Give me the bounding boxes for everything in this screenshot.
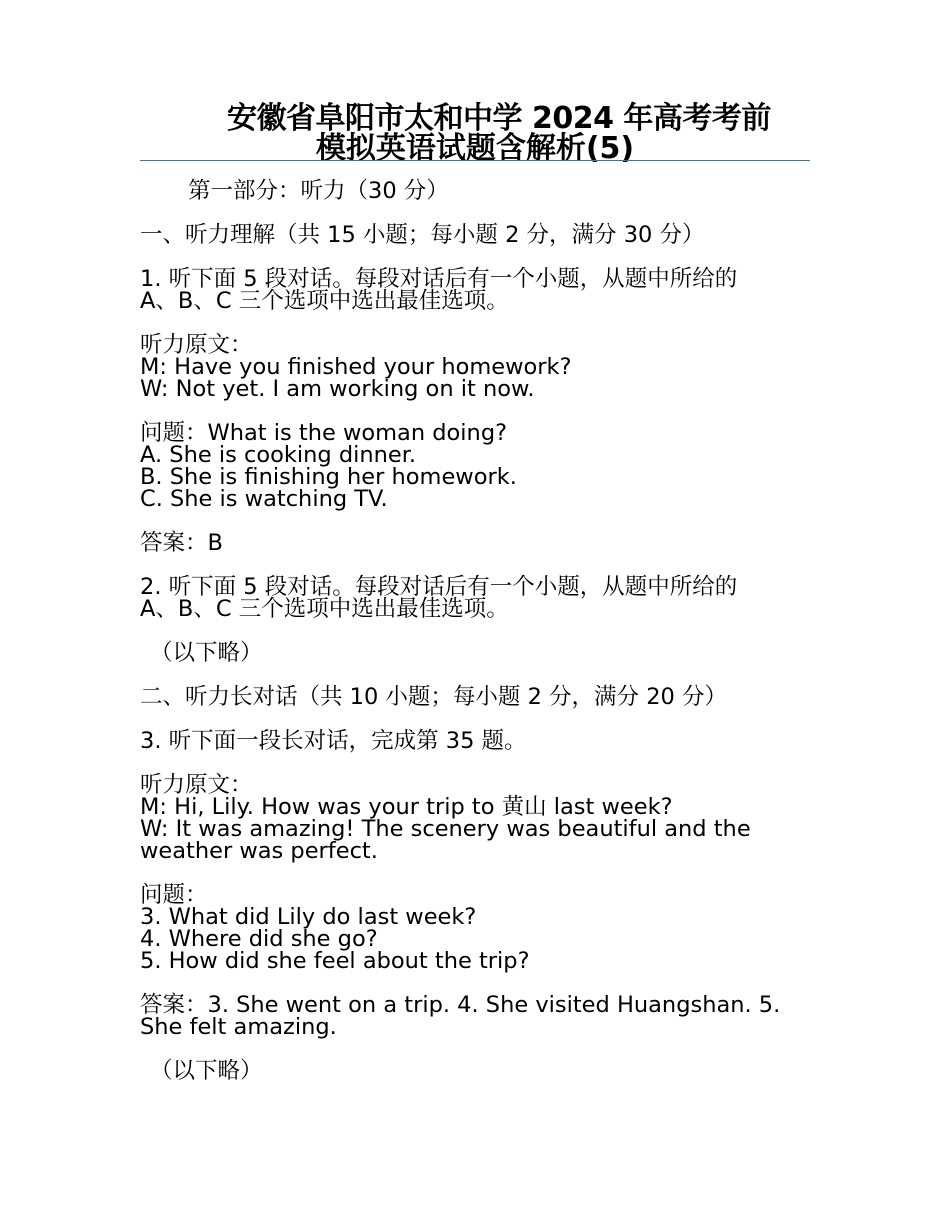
question-2-instructions: 2. 听下面 5 段对话。每段对话后有一个小题，从题中所给的 A、B、C 三个选项中选出最佳选项。 <box>140 574 738 622</box>
question-1-options: 问题：What is the woman doing? A. She is cooking dinner. B. She is finishing her homework. C. She is watching TV. <box>140 420 517 512</box>
section-heading-1: 一、听力理解（共 15 小题；每小题 2 分，满分 30 分） <box>140 222 705 248</box>
omitted-note-2: （以下略） <box>150 1058 263 1084</box>
part-heading: 第一部分：听力（30 分） <box>188 178 449 204</box>
question-1-instructions: 1. 听下面 5 段对话。每段对话后有一个小题，从题中所给的 A、B、C 三个选项中选出最佳选项。 <box>140 266 738 314</box>
question-3-questions: 问题： 3. What did Lily do last week? 4. Where did she go? 5. How did she feel about the trip? <box>140 882 530 974</box>
question-3-instructions: 3. 听下面一段长对话，完成第 35 题。 <box>140 728 527 754</box>
question-1-transcript: 听力原文： M: Have you finished your homework? W: Not yet. I am working on it now. <box>140 332 572 402</box>
question-3-transcript: 听力原文： M: Hi, Lily. How was your trip to 黄山 last week? W: It was amazing! The scenery was beautiful and the weather was perfect. <box>140 772 751 864</box>
section-heading-2: 二、听力长对话（共 10 小题；每小题 2 分，满分 20 分） <box>140 684 727 710</box>
omitted-note-1: （以下略） <box>150 640 263 666</box>
question-1-answer: 答案：B <box>140 530 223 556</box>
question-3-answer: 答案：3. She went on a trip. 4. She visited Huangshan. 5. She felt amazing. <box>140 992 781 1040</box>
document-title <box>140 101 810 166</box>
title-line-1: 安徽省阜阳市太和中学 2024 年高考考前 <box>227 101 771 136</box>
document-body <box>140 180 820 1104</box>
title-underline <box>140 160 810 161</box>
title-line-2: 模拟英语试题含解析(5) <box>315 131 635 166</box>
